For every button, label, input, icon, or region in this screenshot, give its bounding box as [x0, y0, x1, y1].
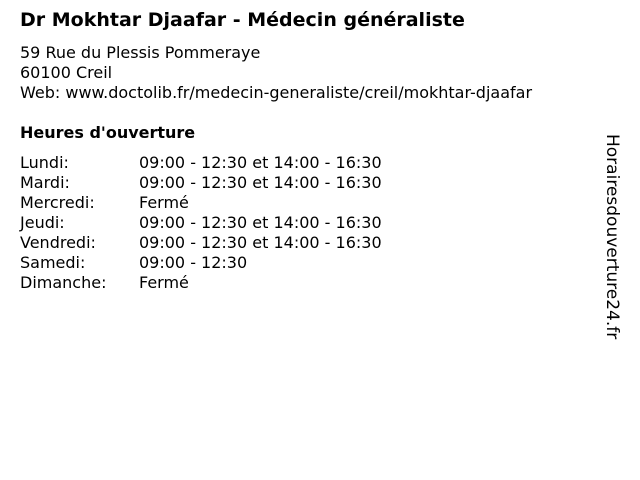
hours-heading: Heures d'ouverture	[20, 123, 196, 142]
day-label: Dimanche:	[20, 273, 107, 292]
hours-row-saturday	[20, 253, 382, 273]
hours-row-thursday	[20, 213, 382, 233]
day-label: Samedi:	[20, 253, 86, 272]
hours-row-friday	[20, 233, 382, 253]
time-value: 09:00 - 12:30 et 14:00 - 16:30	[139, 233, 382, 252]
day-label: Vendredi:	[20, 233, 96, 252]
time-value: 09:00 - 12:30 et 14:00 - 16:30	[139, 153, 382, 172]
day-label: Lundi:	[20, 153, 69, 172]
website-line: Web: www.doctolib.fr/medecin-generaliste/creil/mokhtar-djaafar	[20, 83, 533, 102]
time-value: 09:00 - 12:30 et 14:00 - 16:30	[139, 173, 382, 192]
time-value: Fermé	[139, 273, 189, 292]
page-title: Dr Mokhtar Djaafar - Médecin généraliste	[20, 9, 465, 31]
hours-row-sunday	[20, 273, 382, 293]
day-label: Mardi:	[20, 173, 70, 192]
hours-row-monday	[20, 153, 382, 173]
day-label: Jeudi:	[20, 213, 65, 232]
hours-row-tuesday	[20, 173, 382, 193]
hours-table	[20, 153, 382, 293]
time-value: 09:00 - 12:30	[139, 253, 248, 272]
street-address: 59 Rue du Plessis Pommeraye	[20, 43, 261, 62]
hours-row-wednesday	[20, 193, 382, 213]
day-label: Mercredi:	[20, 193, 95, 212]
site-watermark: Horairesdouverture24.fr	[602, 134, 622, 340]
time-value: Fermé	[139, 193, 189, 212]
time-value: 09:00 - 12:30 et 14:00 - 16:30	[139, 213, 382, 232]
city-postal: 60100 Creil	[20, 63, 113, 82]
address-block	[20, 43, 532, 103]
